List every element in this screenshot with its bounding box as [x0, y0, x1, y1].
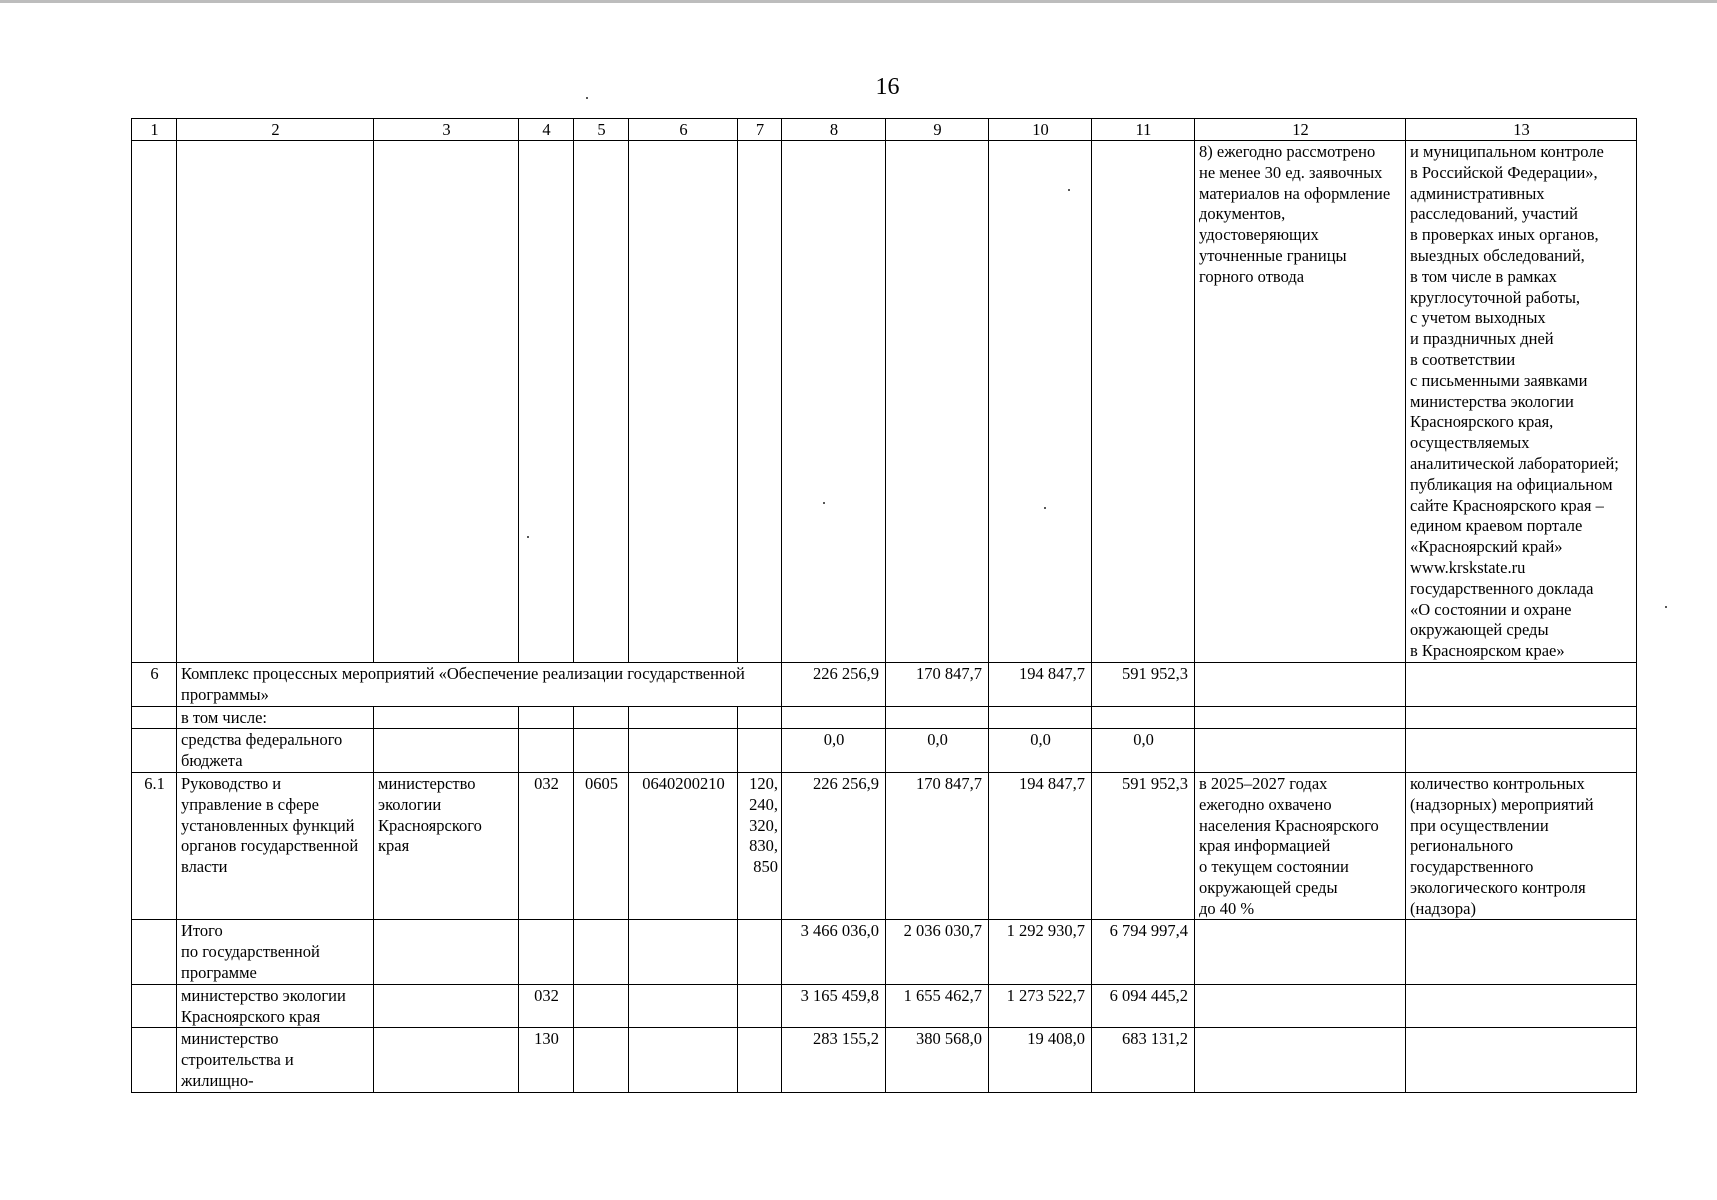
table-row-ministry-ecology — [132, 984, 1637, 1028]
column-header: 7 — [738, 119, 782, 141]
column-header: 10 — [989, 119, 1092, 141]
table-row-federal-budget — [132, 729, 1637, 773]
page-number: 16 — [875, 74, 900, 100]
column-header: 5 — [574, 119, 629, 141]
code-cell: 032 — [519, 772, 574, 920]
column-number-row — [132, 119, 1637, 141]
column-header: 6 — [629, 119, 738, 141]
indicator-cell: количество контрольных (надзорных) мероприятий при осуществлении регионального государственного экологического контроля (надзора) — [1406, 772, 1637, 920]
column-header: 9 — [886, 119, 989, 141]
table-row-total — [132, 920, 1637, 984]
code-cell: 0605 — [574, 772, 629, 920]
program-table — [131, 118, 1637, 1093]
table-row-including — [132, 706, 1637, 729]
table-row-6-1 — [132, 772, 1637, 920]
table-row-6 — [132, 662, 1637, 706]
table-row-ministry-construction — [132, 1028, 1637, 1092]
value-cell: 591 952,3 — [1092, 772, 1195, 920]
column-header: 11 — [1092, 119, 1195, 141]
value-cell: 0,0 — [1092, 729, 1195, 773]
value-cell: 380 568,0 — [886, 1028, 989, 1092]
value-cell: 194 847,7 — [989, 772, 1092, 920]
value-cell: 1 292 930,7 — [989, 920, 1092, 984]
value-cell: 2 036 030,7 — [886, 920, 989, 984]
code-cell: 130 — [519, 1028, 574, 1092]
scan-speck — [1665, 606, 1667, 608]
value-cell: 226 256,9 — [782, 772, 886, 920]
value-cell: 6 094 445,2 — [1092, 984, 1195, 1028]
code-cell: 032 — [519, 984, 574, 1028]
value-cell: 170 847,7 — [886, 772, 989, 920]
row-number: 6 — [132, 662, 177, 706]
column-header: 13 — [1406, 119, 1637, 141]
row-label: министерство экологии Красноярского края — [177, 984, 374, 1028]
code-cell: 0640200210 — [629, 772, 738, 920]
value-cell: 19 408,0 — [989, 1028, 1092, 1092]
value-cell: 0,0 — [782, 729, 886, 773]
value-cell: 591 952,3 — [1092, 662, 1195, 706]
row-label: Итого по государственной программе — [177, 920, 374, 984]
value-cell: 0,0 — [886, 729, 989, 773]
value-cell: 1 273 522,7 — [989, 984, 1092, 1028]
row-title: Комплекс процессных мероприятий «Обеспечение реализации государственной программы» — [177, 662, 782, 706]
result-cell: 8) ежегодно рассмотрено не менее 30 ед. заявочных материалов на оформление документов, удостоверяющих уточненные границы горного отвода — [1195, 141, 1406, 663]
column-header: 12 — [1195, 119, 1406, 141]
row-label: средства федерального бюджета — [177, 729, 374, 773]
column-header: 3 — [374, 119, 519, 141]
column-header: 1 — [132, 119, 177, 141]
top-scan-border — [0, 0, 1717, 3]
scan-speck — [586, 97, 588, 99]
row-label: в том числе: — [177, 706, 374, 729]
value-cell: 683 131,2 — [1092, 1028, 1195, 1092]
value-cell: 3 165 459,8 — [782, 984, 886, 1028]
row-label: министерство строительства и жилищно- — [177, 1028, 374, 1092]
value-cell: 226 256,9 — [782, 662, 886, 706]
value-cell: 170 847,7 — [886, 662, 989, 706]
value-cell: 6 794 997,4 — [1092, 920, 1195, 984]
column-header: 4 — [519, 119, 574, 141]
result-cell: в 2025–2027 годах ежегодно охвачено населения Красноярского края информацией о текущем состоянии окружающей среды до 40 % — [1195, 772, 1406, 920]
column-header: 8 — [782, 119, 886, 141]
value-cell: 194 847,7 — [989, 662, 1092, 706]
indicator-cell: и муниципальном контроле в Российской Федерации», административных расследований, участий в проверках иных органов, выездных обследований, в том числе в рамках круглосуточной работы, с учетом выходных и праздничных дней в соответствии с письменными заявками министерства экологии Красноярского края, осуществляемых аналитической лабораторией; публикация на официальном сайте Красноярского края – едином краевом портале «Красноярский край» www.krskstate.ru государственного доклада «О состоянии и охране окружающей среды в Красноярском крае» — [1406, 141, 1637, 663]
value-cell: 283 155,2 — [782, 1028, 886, 1092]
value-cell: 1 655 462,7 — [886, 984, 989, 1028]
code-cell: 120, 240, 320, 830, 850 — [738, 772, 782, 920]
table-row-continuation — [132, 141, 1637, 663]
column-header: 2 — [177, 119, 374, 141]
row-number: 6.1 — [132, 772, 177, 920]
row-title: Руководство и управление в сфере установленных функций органов государственной власти — [177, 772, 374, 920]
value-cell: 3 466 036,0 — [782, 920, 886, 984]
responsible-org: министерство экологии Красноярского края — [374, 772, 519, 920]
value-cell: 0,0 — [989, 729, 1092, 773]
